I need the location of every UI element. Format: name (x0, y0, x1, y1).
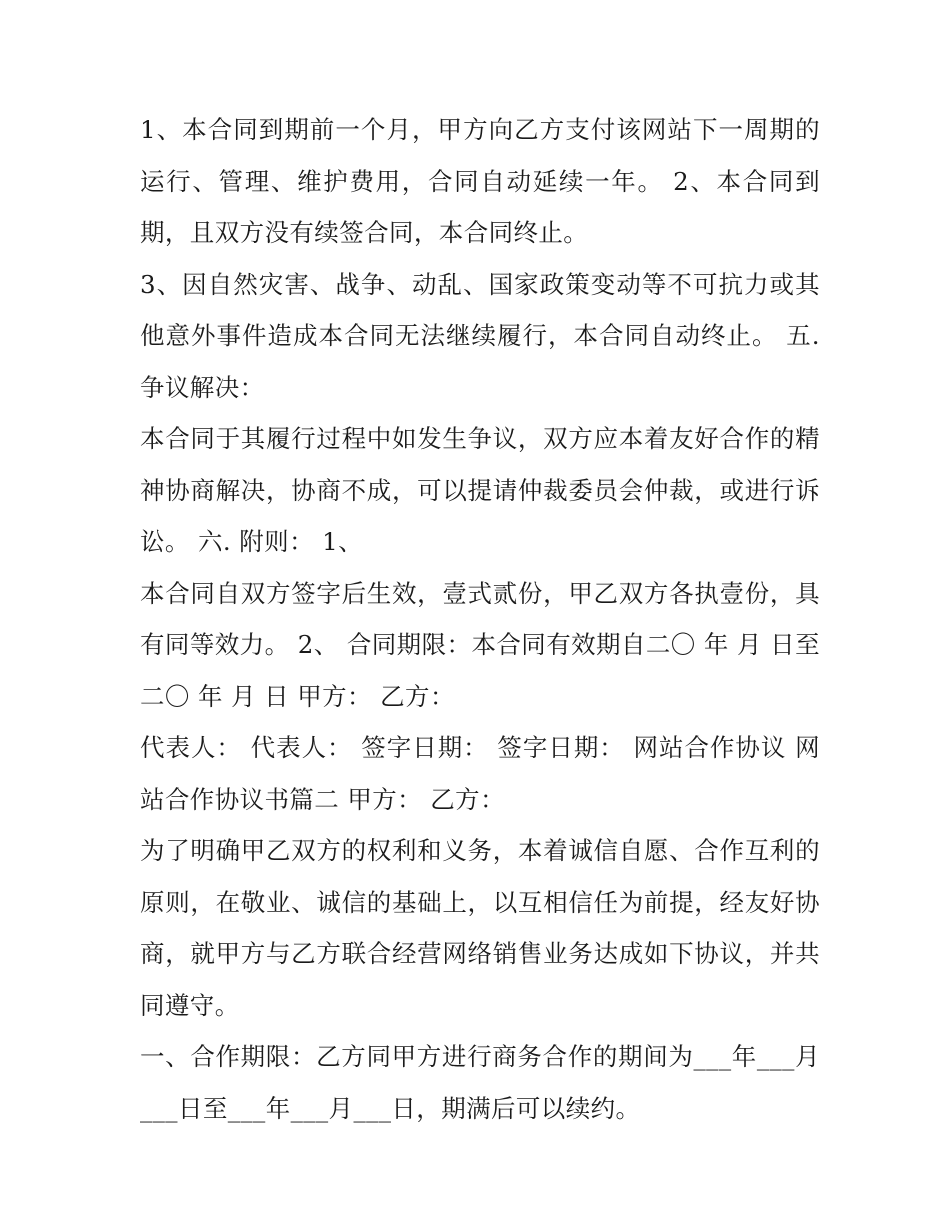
paragraph-force-majeure: 3、因自然灾害、战争、动乱、国家政策变动等不可抗力或其他意外事件造成本合同无法继续履行，本合同自动终止。 五. 争议解决： (140, 269, 820, 402)
paragraph-purpose: 为了明确甲乙双方的权利和义务，本着诚信自愿、合作互利的原则，在敬业、诚信的基础上，以互相信任为前提，经友好协商，就甲方与乙方联合经营网络销售业务达成如下协议，并共同遵守。 (140, 836, 820, 1020)
paragraph-signatures: 代表人： 代表人： 签字日期： 签字日期： 网站合作协议 网站合作协议书篇二 甲方： 乙方： (140, 733, 820, 814)
paragraph-cooperation-period: 一、合作期限：乙方同甲方进行商务合作的期间为___年___月___日至___年___月___日，期满后可以续约。 (140, 1042, 820, 1123)
document-body (140, 104, 820, 1134)
paragraph-appendix-term: 本合同自双方签字后生效，壹式贰份，甲乙双方各执壹份，具有同等效力。 2、 合同期限：本合同有效期自二〇 年 月 日至二〇 年 月 日 甲方： 乙方： (140, 578, 820, 711)
paragraph-contract-expiry: 1、本合同到期前一个月，甲方向乙方支付该网站下一周期的运行、管理、维护费用，合同自动延续一年。 2、本合同到期，且双方没有续签合同，本合同终止。 (140, 115, 820, 247)
paragraph-dispute-resolution: 本合同于其履行过程中如发生争议，双方应本着友好合作的精神协商解决，协商不成，可以提请仲裁委员会仲裁，或进行诉讼。 六. 附则： 1、 (140, 424, 820, 556)
